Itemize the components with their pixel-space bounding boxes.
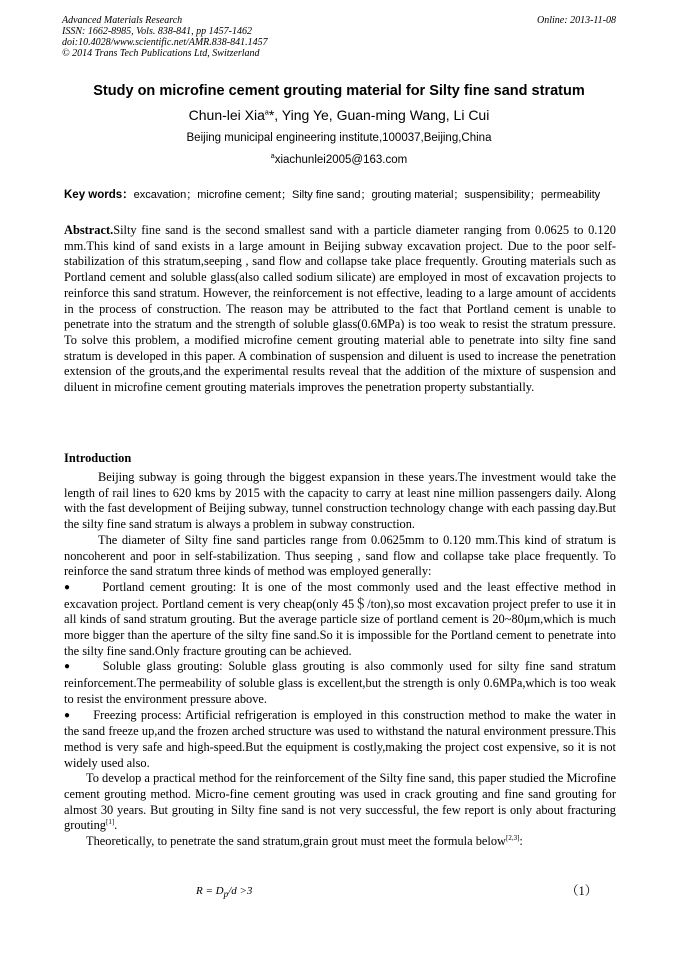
paragraph xyxy=(64,771,616,834)
equation-sub: p xyxy=(223,889,229,900)
email-sup: a xyxy=(270,153,275,161)
issn-line: ISSN: 1662-8985, Vols. 838-841, pp 1457-1462 xyxy=(62,26,252,37)
email-address[interactable]: xiachunlei2005@163.com xyxy=(274,154,408,166)
bullet-item xyxy=(64,659,616,707)
paragraph-end: . xyxy=(114,818,118,833)
journal-header xyxy=(62,15,618,59)
equation-eq: = xyxy=(202,885,216,897)
other-authors: , Ying Ye, Guan-ming Wang, Li Cui xyxy=(274,107,490,123)
paper-title: Study on microfine cement grouting material for Silty fine sand stratum xyxy=(93,83,585,99)
abstract xyxy=(64,223,616,396)
bullet-text: Soluble glass grouting: Soluble glass grouting is also commonly used for silty fine sand stratum reinforcement.The permeability of soluble glass is excellent,but the strength is only 0.6MPa,which is too weak to resist the environment pressure above. xyxy=(64,659,616,706)
paragraph-end: : xyxy=(519,834,523,849)
author-sup: a xyxy=(264,109,269,117)
copyright-line: © 2014 Trans Tech Publications Ltd, Switzerland xyxy=(62,48,260,59)
equation-number: （1） xyxy=(566,884,598,898)
citation: [2,3] xyxy=(506,834,520,843)
paragraph: Beijing subway is going through the biggest expansion in these years.The investment would take the length of rail lines to 620 kms by 2015 with the capacity to carry at least nine million passengers daily. Along with the fast development of Beijing subway, tunnel construction technology change with each passing day.But the silty fine sand stratum is always a problem in subway construction. xyxy=(64,470,616,532)
equation-lhs: R xyxy=(196,885,203,897)
paragraph xyxy=(64,834,616,850)
author-list xyxy=(40,106,638,124)
paragraph: The diameter of Silty fine sand particles range from 0.0625mm to 0.120 mm.This kind of stratum is noncoherent and poor in self-stabilization. Thus seeping , sand flow and collapse take place frequently. To reinforce the sand stratum three kinds of method was employed generally: xyxy=(64,532,616,579)
citation: [1] xyxy=(106,818,115,827)
section-heading: Introduction xyxy=(64,451,132,465)
introduction-body xyxy=(64,470,616,850)
bullet-text: Freezing process: Artificial refrigeration is employed in this construction method to make the water in the sand freeze up,and the frozen arched structure was used to withstand the natural environment pressure.This method is very safe and high-speed.But the equipment is costly,making the project cost expensive, so it is not widely used also. xyxy=(64,707,616,770)
bullet-item xyxy=(64,708,616,772)
first-author: Chun-lei Xia xyxy=(188,107,265,123)
equation xyxy=(196,885,252,899)
abstract-text: Silty fine sand is the second smallest sand with a particle diameter ranging from 0.0625 to 0.120 mm.This kind of sand exists in a large amount in Beijing subway excavation project. Due to the poor self-stabilization of this stratum,seeping , sand flow and collapse take place frequently. Grouting materials such as Portland cement and soluble glass(also called sodium silicate) are employed in most of excavation projects to reinforce this sand stratum. However, the reinforcement is not effective, leading to a large amount of accidents in the process of construction. The reason may be attributed to the fact that Portland cement is unable to penetrate into the stratum and the strength of soluble glass(0.6MPa) is too weak to resist the stratum pressure. To solve this problem, a modified microfine cement grouting material able to penetrate into silty fine sand stratum is developed in this paper. A combination of suspension and diluent is used to increase the penetration extension of the grouts,and the experimental results reveal that the addition of the mixture of suspension and diluent in microfine cement grouting materials improves the penetration property substantially. xyxy=(64,223,616,395)
affiliation: Beijing municipal engineering institute,100037,Beijing,China xyxy=(186,132,492,144)
online-date: Online: 2013-11-08 xyxy=(537,15,616,26)
equation-d: D xyxy=(215,885,224,897)
paragraph-text: Theoretically, to penetrate the sand stratum,grain grout must meet the formula below xyxy=(86,834,506,849)
bullet-text: Portland cement grouting: It is one of the most commonly used and the least effective method in excavation project. Portland cement is very cheap(only 45＄/ton),so most excavation project prefer to use it in all kinds of sand stratum grouting. But the average particle size of portland cement is 20~80μm,which is much more bigger than the aperture of the silty fine sand.So it is impossible for the Portland cement to penetrate into the silty fine sand.Only fracture grouting can be achieved. xyxy=(64,579,616,658)
doi-line: doi:10.4028/www.scientific.net/AMR.838-841.1457 xyxy=(62,37,268,48)
journal-name: Advanced Materials Research xyxy=(62,15,183,26)
email-line xyxy=(40,152,638,168)
paragraph-text: To develop a practical method for the reinforcement of the Silty fine sand, this paper studied the Microfine cement grouting method. Micro-fine cement grouting was used in crack grouting and fine sand grouting for almost 30 years. But grouting in Silty fine sand is not very successful, the few report is only about fracturing grouting xyxy=(64,771,616,833)
abstract-label: Abstract. xyxy=(64,223,114,237)
keywords-text: excavation；microfine cement；Silty fine sand；grouting material；suspensibility；permeability xyxy=(133,189,601,201)
bullet-item xyxy=(64,580,616,660)
equation-rhs: /d >3 xyxy=(228,885,253,897)
keywords-label: Key words： xyxy=(64,189,134,201)
keywords xyxy=(64,188,616,202)
corresponding-mark: * xyxy=(268,107,275,123)
